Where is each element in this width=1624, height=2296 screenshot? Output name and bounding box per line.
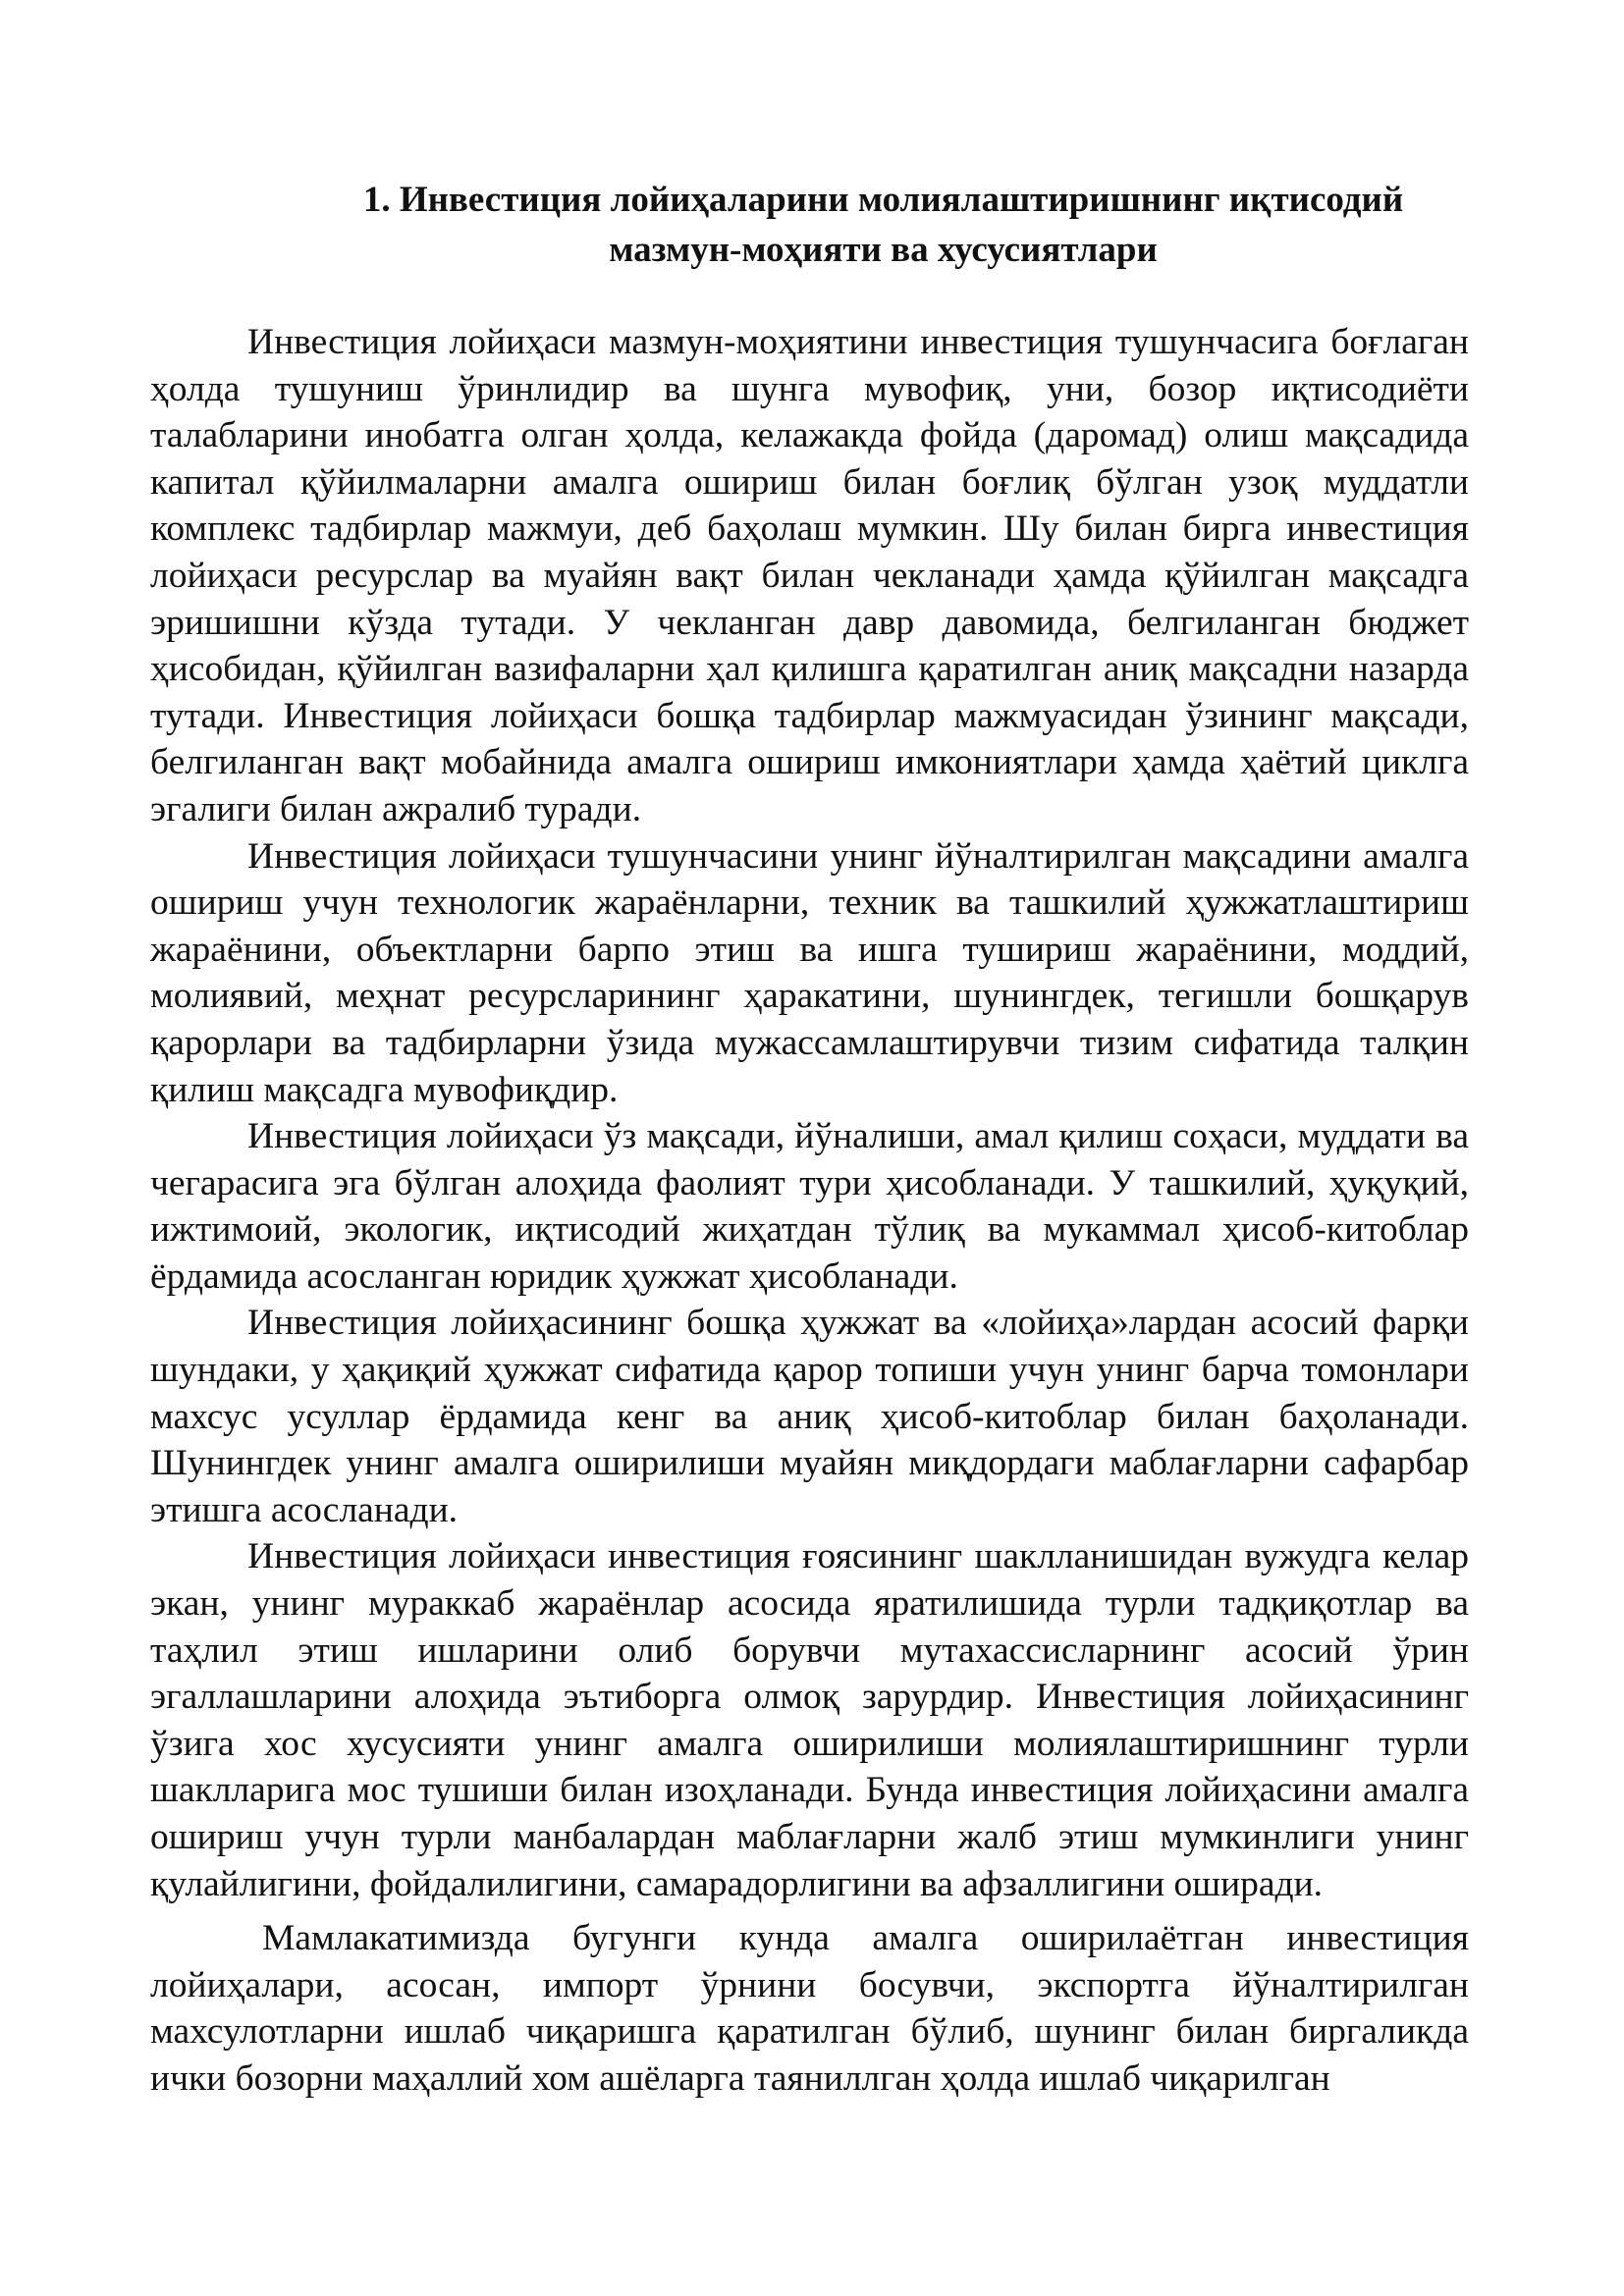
paragraph-1: Инвестиция лойиҳаси мазмун-моҳиятини инвестиция тушунчасига боғлаган ҳолда тушуниш ўринлидир ва шунга мувофиқ, уни, бозор иқтисодиёти талабларини инобатга олган ҳолда, келажакда фойда (даромад) олиш мақсадида капитал қўйилмаларни амалга ошириш билан боғлиқ бўлган узоқ муддатли комплекс тадбирлар мажмуи, деб баҳолаш мумкин. Шу билан бирга инвестиция лойиҳаси ресурслар ва муайян вақт билан чекланади ҳамда қўйилган мақсадга эришишни кўзда тутади. У чекланган давр давомида, белгиланган бюджет ҳисобидан, қўйилган вазифаларни ҳал қилишга қаратилган аниқ мақсадни назарда тутади. Инвестиция лойиҳаси бошқа тадбирлар мажмуасидан ўзининг мақсади, белгиланган вақт мобайнида амалга ошириш имкониятлари ҳамда ҳаётий циклга эгалиги билан ажралиб туради. [150, 322, 1469, 829]
section-title [150, 175, 1469, 275]
document-body [150, 319, 1469, 2103]
paragraph-4: Инвестиция лойиҳасининг бошқа ҳужжат ва «лойиҳа»лардан асосий фарқи шундаки, у ҳақиқий ҳужжат сифатида қарор топиши учун унинг барча томонлари махсус усуллар ёрдамида кенг ва аниқ ҳисоб-китоблар билан баҳоланади. Шунингдек унинг амалга оширилиши муайян миқдордаги маблағларни сафарбар этишга асосланади. [150, 1303, 1469, 1530]
paragraph-5: Инвестиция лойиҳаси инвестиция ғоясининг шаклланишидан вужудга келар экан, унинг мураккаб жараёнлар асосида яратилишида турли тадқиқотлар ва таҳлил этиш ишларини олиб борувчи мутахассисларнинг асосий ўрин эгаллашларини алоҳида эътиборга олмоқ зарурдир. Инвестиция лойиҳасининг ўзига хос хусусияти унинг амалга оширилиши молиялаштиришнинг турли шаклларига мос тушиши билан изоҳланади. Бунда инвестиция лойиҳасини амалга ошириш учун турли манбалардан маблағларни жалб этиш мумкинлиги унинг қулайлигини, фойдалилигини, самарадорлигини ва афзаллигини оширади. [150, 1536, 1469, 1904]
section-title-line-1: 1. Инвестиция лойиҳаларини молиялаштиришнинг иқтисодий [362, 180, 1404, 220]
paragraph-2: Инвестиция лойиҳаси тушунчасини унинг йўналтирилган мақсадини амалга ошириш учун технологик жараёнларни, техник ва ташкилий ҳужжатлаштириш жараёнини, объектларни барпо этиш ва ишга тушириш жараёнини, моддий, молиявий, меҳнат ресурсларининг ҳаракатини, шунингдек, тегишли бошқарув қарорлари ва тадбирларни ўзида мужассамлаштирувчи тизим сифатида талқин қилиш мақсадга мувофиқдир. [150, 835, 1469, 1110]
section-title-line-2: мазмун-моҳияти ва хусусиятлари [609, 230, 1158, 270]
paragraph-3: Инвестиция лойиҳаси ўз мақсади, йўналиши, амал қилиш соҳаси, муддати ва чегарасига эга бўлган алоҳида фаолият тури ҳисобланади. У ташкилий, ҳуқуқий, ижтимоий, экологик, иқтисодий жиҳатдан тўлиқ ва мукаммал ҳисоб-китоблар ёрдамида асосланган юридик ҳужжат ҳисобланади. [150, 1116, 1469, 1297]
paragraph-6: Мамлакатимизда бугунги кунда амалга оширилаётган инвестиция лойиҳалари, асосан, импорт ўрнини босувчи, экспортга йўналтирилган махсулотларни ишлаб чиқаришга қаратилган бўлиб, шунинг билан биргаликда ички бозорни маҳаллий хом ашёларга таяниллган ҳолда ишлаб чиқарилган [150, 1918, 1469, 2099]
